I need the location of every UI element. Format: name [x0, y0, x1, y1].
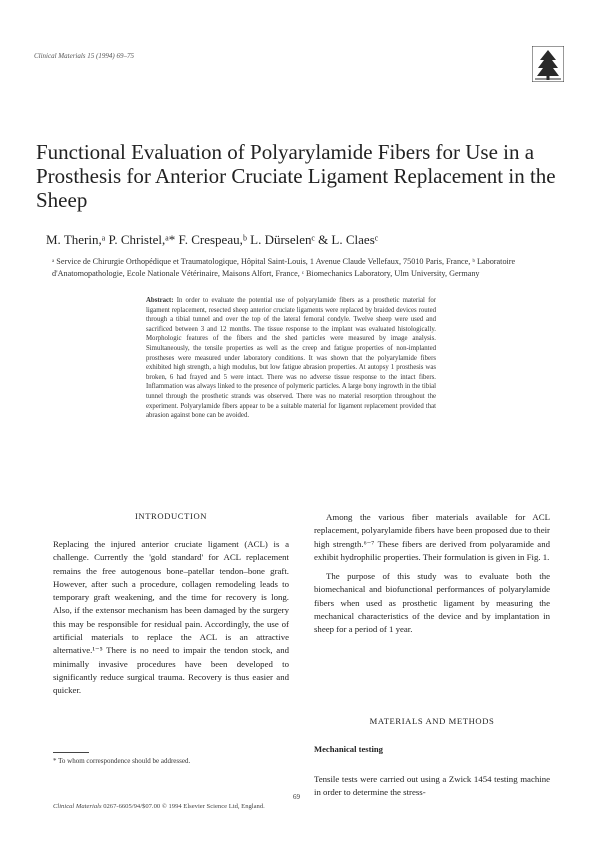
abstract-text: In order to evaluate the potential use of polyarylamide fibers as a prosthetic material for ligament replacement, resected sheep anterior cruciate ligaments were replaced by braided devices routed through a tibial tunnel and over the top of the lateral femoral condyle. Twelve sheep were used and sacrificed between 3 and 12 months. The tissue response to the implant was evaluated histologically. Morphologic features of the fibers and the shed particles were measured by image analysis. Simultaneously, the tensile properties as well as the creep and fatigue properties of non-implanted prostheses were measured under laboratory conditions. It was shown that the polyarylamide fibers exhibited high strength, a high modulus, but low fatigue abrasion properties. At autopsy 1 prosthesis was broken, 6 had frayed and 5 were intact. There was no adverse tissue response to the intact fibers. Inflammation was always linked to the presence of polymeric particles. A large bony ingrowth in the tibial tunnel through the prosthetic strands was observed. There was no material resorption throughout the experiment. Polyarylamide fibers appear to be a suitable material for ligament replacement provided that abrasion against bone can be avoided. [146, 297, 436, 420]
footnote-divider [53, 752, 89, 753]
introduction-paragraph-1: Replacing the injured anterior cruciate ligament (ACL) is a challenge. Currently the 'gold standard' for ACL replacement remains the free autogenous bone–patellar tendon–bone graft. However, after such a procedure, collagen remodeling leads to temporary graft weakening, and the time for recovery is long. Also, if the extensor mechanism has been damaged by the surgery this may be responsible for residual pain. Accordingly, the use of artificial materials to replace the ACL is an attractive alternative.¹⁻⁵ There is no need to impair the tendon stock, and minimally invasive procedures have been developed to significantly reduce surgical trauma. Recovery is thus easier and quicker. [53, 539, 289, 696]
methods-subheading: Mechanical testing [314, 744, 383, 754]
methods-paragraph-1: Tensile tests were carried out using a Zwick 1454 testing machine in order to determine the stress- [314, 774, 550, 798]
methods-column-right [314, 773, 550, 800]
introduction-heading: INTRODUCTION [134, 511, 208, 521]
abstract-label: Abstract: [146, 297, 174, 304]
copyright-text: 0267-6605/94/$07.00 © 1994 Elsevier Science Ltd, England. [103, 803, 265, 810]
abstract [146, 296, 436, 421]
correspondence-footnote: * To whom correspondence should be addressed. [53, 757, 191, 765]
introduction-column-left [53, 538, 289, 698]
methods-heading: MATERIALS AND METHODS [369, 716, 495, 726]
copyright-line [53, 803, 553, 810]
author-list: M. Therin,ᵃ P. Christel,ᵃ* F. Crespeau,ᵇ L. Dürselenᶜ & L. Claesᶜ [46, 232, 379, 247]
journal-reference: Clinical Materials 15 (1994) 69–75 [34, 52, 134, 60]
introduction-paragraph-3: The purpose of this study was to evaluate both the biomechanical and biofunctional performances of polyarylamide fibers when used as prosthetic ligament by measuring the mechanical characteristics of the device and by implantation in sheep for a period of 1 year. [314, 571, 550, 635]
page-number: 69 [293, 793, 300, 801]
article-title: Functional Evaluation of Polyarylamide Fibers for Use in a Prosthesis for Anterior Cruciate Ligament Replacement in the Sheep [36, 140, 556, 212]
copyright-journal: Clinical Materials [53, 803, 102, 810]
author-affiliations: ᵃ Service de Chirurgie Orthopédique et Traumatologique, Hôpital Saint-Louis, 1 Avenue Claude Vellefaux, 75010 Paris, France, ᵇ Laboratoire d'Anatomopathologie, Ecole Nationale Vétérinaire, Maisons Alfort, France, ᶜ Biomechanics Laboratory, Ulm University, Germany [52, 257, 516, 278]
publisher-logo-icon [532, 46, 564, 82]
introduction-column-right [314, 511, 550, 637]
introduction-paragraph-2: Among the various fiber materials available for ACL replacement, polyarylamide fibers have been proposed due to their high strength.⁶⁻⁷ These fibers are derived from polyaramide and exhibit hydrophilic properties. Their formulation is given in Fig. 1. [314, 512, 550, 562]
